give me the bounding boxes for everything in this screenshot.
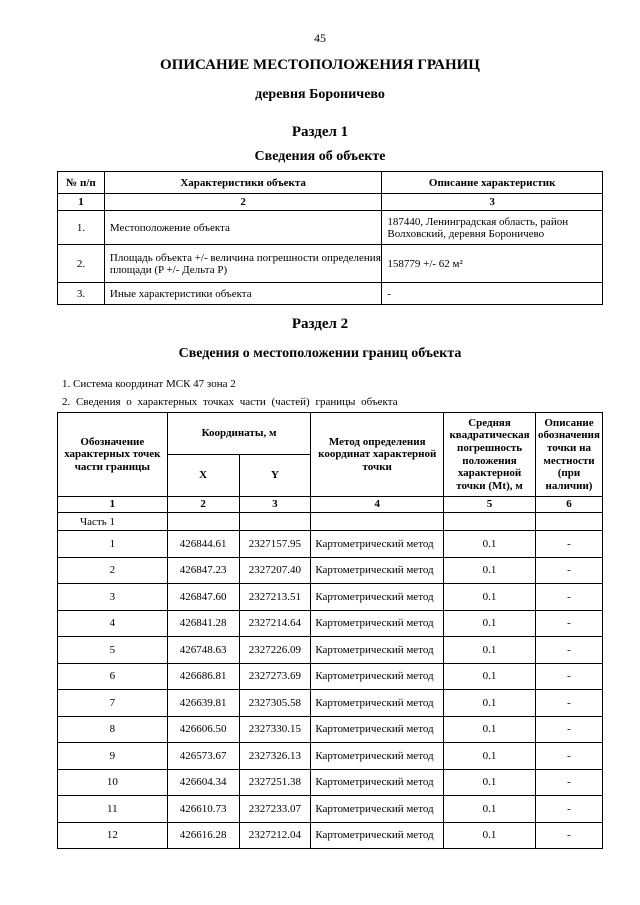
header-point-designation: Обозначение характерных точек части границы	[58, 413, 168, 497]
document-subtitle: деревня Бороничево	[255, 87, 385, 102]
page-number: 45	[314, 31, 326, 45]
table-row	[58, 690, 603, 717]
determination-method: Картометрический метод	[311, 769, 444, 796]
coordinate-x: 426686.81	[167, 663, 239, 690]
table-row	[58, 283, 603, 305]
table1-index-cell: 2	[104, 194, 381, 211]
determination-method: Картометрический метод	[311, 584, 444, 611]
accuracy-value: 0.1	[444, 531, 536, 558]
coordinate-y: 2327213.51	[239, 584, 311, 611]
accuracy-value: 0.1	[444, 822, 536, 849]
determination-method: Картометрический метод	[311, 822, 444, 849]
table2-index-cell: 2	[167, 497, 239, 513]
coordinate-x: 426748.63	[167, 637, 239, 664]
table-row	[58, 769, 603, 796]
part-label: Часть 1	[58, 513, 168, 531]
determination-method: Картометрический метод	[311, 663, 444, 690]
section2-heading: Раздел 2	[291, 316, 349, 332]
coordinate-x: 426606.50	[167, 716, 239, 743]
coordinate-x: 426610.73	[167, 796, 239, 823]
coordinate-y: 2327305.58	[239, 690, 311, 717]
coordinate-x: 426573.67	[167, 743, 239, 770]
object-info-table	[57, 171, 603, 305]
table2-index-cell: 5	[444, 497, 536, 513]
table2-index-cell: 3	[239, 497, 311, 513]
boundary-points-table	[57, 412, 603, 849]
section2-subheading: Сведения о местоположении границ объекта	[178, 346, 462, 361]
points-info-note: 2. Сведения о характерных точках части (частей) границы объекта	[62, 396, 398, 408]
header-point-description: Описание обозначения точки на местности (при наличии)	[535, 413, 602, 497]
point-number: 2	[58, 557, 168, 584]
point-description: -	[535, 716, 602, 743]
accuracy-value: 0.1	[444, 584, 536, 611]
point-number: 6	[58, 663, 168, 690]
table-row	[58, 584, 603, 611]
coordinate-y: 2327326.13	[239, 743, 311, 770]
point-description: -	[535, 822, 602, 849]
accuracy-value: 0.1	[444, 610, 536, 637]
table1-index-cell: 3	[382, 194, 603, 211]
point-description: -	[535, 663, 602, 690]
coordinate-x: 426844.61	[167, 531, 239, 558]
table1-header-description: Описание характеристик	[382, 172, 603, 194]
determination-method: Картометрический метод	[311, 557, 444, 584]
point-number: 5	[58, 637, 168, 664]
coordinate-x: 426604.34	[167, 769, 239, 796]
table2-index-cell: 1	[58, 497, 168, 513]
coordinate-system-note: 1. Система координат МСК 47 зона 2	[62, 378, 236, 390]
point-number: 12	[58, 822, 168, 849]
coordinate-x: 426616.28	[167, 822, 239, 849]
characteristic-value: -	[382, 283, 603, 305]
table1-header-number: № п/п	[58, 172, 105, 194]
point-number: 1	[58, 531, 168, 558]
determination-method: Картометрический метод	[311, 743, 444, 770]
coordinate-x: 426841.28	[167, 610, 239, 637]
point-number: 8	[58, 716, 168, 743]
coordinate-y: 2327157.95	[239, 531, 311, 558]
point-number: 10	[58, 769, 168, 796]
document-title: ОПИСАНИЕ МЕСТОПОЛОЖЕНИЯ ГРАНИЦ	[160, 57, 480, 73]
accuracy-value: 0.1	[444, 557, 536, 584]
table-row	[58, 743, 603, 770]
header-coordinates: Координаты, м	[167, 413, 311, 455]
table-row	[58, 557, 603, 584]
accuracy-value: 0.1	[444, 743, 536, 770]
characteristic: Местоположение объекта	[104, 211, 381, 245]
table-row	[58, 796, 603, 823]
section1-heading: Раздел 1	[291, 124, 349, 140]
table2-index-cell: 4	[311, 497, 444, 513]
table1-header-characteristics: Характеристики объекта	[104, 172, 381, 194]
determination-method: Картометрический метод	[311, 610, 444, 637]
point-number: 11	[58, 796, 168, 823]
point-description: -	[535, 796, 602, 823]
accuracy-value: 0.1	[444, 663, 536, 690]
point-number: 4	[58, 610, 168, 637]
accuracy-value: 0.1	[444, 637, 536, 664]
table2-index-cell: 6	[535, 497, 602, 513]
accuracy-value: 0.1	[444, 716, 536, 743]
point-number: 9	[58, 743, 168, 770]
determination-method: Картометрический метод	[311, 690, 444, 717]
coordinate-y: 2327214.64	[239, 610, 311, 637]
coordinate-y: 2327212.04	[239, 822, 311, 849]
coordinate-y: 2327207.40	[239, 557, 311, 584]
point-number: 3	[58, 584, 168, 611]
characteristic: Иные характеристики объекта	[104, 283, 381, 305]
point-description: -	[535, 610, 602, 637]
part-row	[58, 513, 603, 531]
table-row	[58, 716, 603, 743]
determination-method: Картометрический метод	[311, 531, 444, 558]
point-description: -	[535, 557, 602, 584]
point-description: -	[535, 690, 602, 717]
point-description: -	[535, 531, 602, 558]
row-number: 3.	[58, 283, 105, 305]
determination-method: Картометрический метод	[311, 637, 444, 664]
table-row	[58, 822, 603, 849]
coordinate-x: 426847.60	[167, 584, 239, 611]
table-row	[58, 610, 603, 637]
coordinate-x: 426847.23	[167, 557, 239, 584]
point-description: -	[535, 584, 602, 611]
header-y: Y	[239, 455, 311, 497]
header-x: X	[167, 455, 239, 497]
table-row	[58, 245, 603, 283]
coordinate-y: 2327330.15	[239, 716, 311, 743]
table-row	[58, 531, 603, 558]
header-method: Метод определения координат характерной точки	[311, 413, 444, 497]
table-row	[58, 211, 603, 245]
row-number: 2.	[58, 245, 105, 283]
accuracy-value: 0.1	[444, 690, 536, 717]
accuracy-value: 0.1	[444, 769, 536, 796]
table1-index-cell: 1	[58, 194, 105, 211]
coordinate-y: 2327233.07	[239, 796, 311, 823]
point-number: 7	[58, 690, 168, 717]
determination-method: Картометрический метод	[311, 716, 444, 743]
table-row	[58, 637, 603, 664]
row-number: 1.	[58, 211, 105, 245]
coordinate-y: 2327226.09	[239, 637, 311, 664]
point-description: -	[535, 743, 602, 770]
characteristic: Площадь объекта +/- величина погрешности определения площади (P +/- Дельта P)	[104, 245, 381, 283]
determination-method: Картометрический метод	[311, 796, 444, 823]
section1-subheading: Сведения об объекте	[254, 149, 386, 164]
characteristic-value: 158779 +/- 62 м²	[382, 245, 603, 283]
point-description: -	[535, 637, 602, 664]
coordinate-y: 2327251.38	[239, 769, 311, 796]
point-description: -	[535, 769, 602, 796]
header-accuracy: Средняя квадратическая погрешность положения характерной точки (Mt), м	[444, 413, 536, 497]
characteristic-value: 187440, Ленинградская область, район Волховский, деревня Бороничево	[382, 211, 603, 245]
coordinate-x: 426639.81	[167, 690, 239, 717]
accuracy-value: 0.1	[444, 796, 536, 823]
coordinate-y: 2327273.69	[239, 663, 311, 690]
table-row	[58, 663, 603, 690]
